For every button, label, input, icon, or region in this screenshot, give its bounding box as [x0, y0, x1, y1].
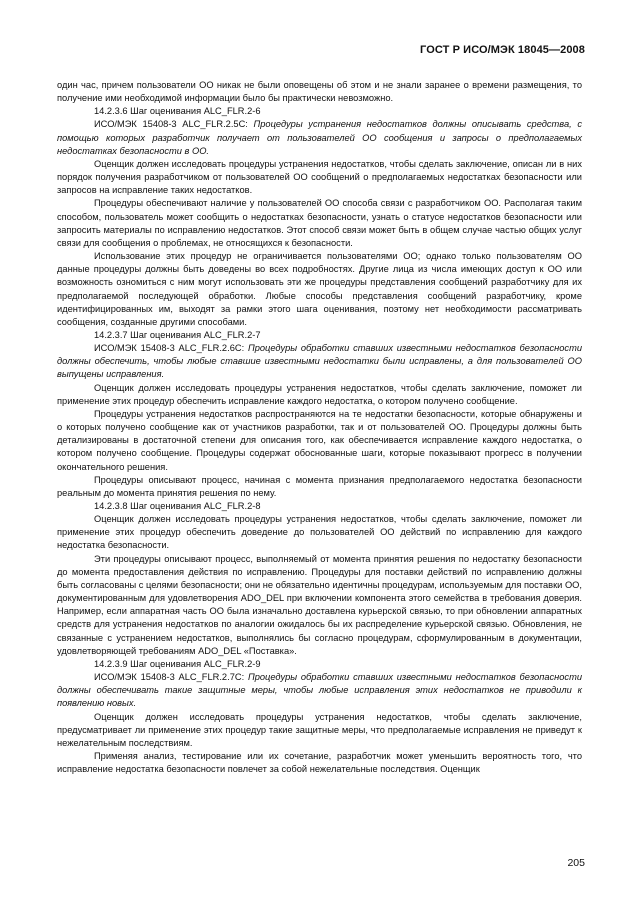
section-heading: 14.2.3.6 Шаг оценивания ALC_FLR.2-6	[94, 106, 261, 117]
standard-quote	[57, 671, 582, 710]
quote-text: Процедуры обработки ставших известными недостатков безопасности должны обеспечить, чтобы любые ставшие известными недостатки были исправлены, а для пользователей ОО выпущены исправления.	[57, 343, 582, 380]
paragraph: Оценщик должен исследовать процедуры устранения недостатков, чтобы сделать заключение, описан ли в них порядок получения разработчиком от пользователей ОО сообщений о предполагаемых недостатках безопасности или запросов на исправление таких недостатков.	[57, 158, 582, 196]
paragraph: Процедуры обеспечивают наличие у пользователей ОО способа связи с разработчиком ОО. Располагая таким способом, пользователь может сообщить о недостатках безопасности, узнать о статусе недостатков безопасности или запросить материалы по исправлению недостатков. Этот способ связи может быть в общем случае частью общих услуг связи для сообщения о проблемах, не относящихся к безопасности.	[57, 198, 582, 248]
section-heading: 14.2.3.9 Шаг оценивания ALC_FLR.2-9	[94, 658, 261, 669]
page-body	[57, 79, 582, 776]
paragraph: Оценщик должен исследовать процедуры устранения недостатков, чтобы сделать заключение, поможет ли применение этих процедур обеспечить исправление каждого недостатка, о котором получено сообщение.	[57, 382, 582, 406]
quote-reference: ИСО/МЭК 15408-3 ALC_FLR.2.7C:	[94, 672, 248, 683]
quote-reference: ИСО/МЭК 15408-3 ALC_FLR.2.6C:	[94, 343, 248, 354]
paragraph: Оценщик должен исследовать процедуры устранения недостатков, чтобы сделать заключение, поможет ли применение этих процедур обеспечить доведение до пользователей ОО действий по исправлению для каждого недостатка безопасности.	[57, 514, 582, 551]
quote-text: Процедуры обработки ставших известными недостатков безопасности должны обеспечивать такие защитные меры, чтобы любые исправления этих недостатков не приводили к появлению новых.	[57, 672, 582, 709]
standard-quote	[57, 342, 582, 381]
paragraph: Процедуры устранения недостатков распространяются на те недостатки безопасности, которые обнаружены и о которых получено сообщение как от участников разработки, так и от пользователей ОО. Процедуры должны быть детализированы в достаточной степени для описания того, как обеспечивается исправление каждого недостатка, о котором получено сообщение. Процедуры содержат обоснованные шаги, которые показывают прогресс в получении окончательного решения.	[57, 408, 582, 472]
section-heading: 14.2.3.8 Шаг оценивания ALC_FLR.2-8	[94, 501, 261, 511]
section-heading: 14.2.3.7 Шаг оценивания ALC_FLR.2-7	[94, 329, 261, 340]
paragraph: Использование этих процедур не ограничивается пользователями ОО; однако только пользователям ОО данные процедуры должны быть доведены во всех подробностях. Другие лица из числа имеющих доступ к ОО или возможность озномиться с ним могут использовать эти же процедуры представления сообщений разработчику для их предполагаемой последующей обработки. Любые способы представления сообщений разработчику, кроме идентифицированных им, выходят за рамки этого шага оценивания, поэтому нет необходимости рассматривать сообщения, созданные другими способами.	[57, 251, 582, 327]
paragraph: Процедуры описывают процесс, начиная с момента признания предполагаемого недостатка безопасности реальным до момента принятия решения по нему.	[57, 474, 582, 498]
page-number: 205	[567, 857, 585, 869]
paragraph: один час, причем пользователи ОО никак не были оповещены об этом и не знали заранее о времени размещения, то получение ими необходимой информации было бы практически невозможно.	[57, 80, 582, 104]
quote-reference: ИСО/МЭК 15408-3 ALC_FLR.2.5C:	[94, 119, 254, 130]
standard-header: ГОСТ Р ИСО/МЭК 18045—2008	[420, 44, 585, 56]
quote-text: Процедуры устранения недостатков должны описывать средства, с помощью которых разработчик получает от пользователей ОО сообщения и запросы о предполагаемых недостатках безопасности в ОО.	[57, 119, 582, 156]
paragraph: Оценщик должен исследовать процедуры устранения недостатков, чтобы сделать заключение, предусматривает ли применение этих процедур такие защитные меры, что предполагаемые исправления не приведут к нежелательным последствиям.	[57, 711, 582, 748]
standard-quote	[57, 118, 582, 157]
paragraph: Эти процедуры описывают процесс, выполняемый от момента принятия решения по недостатку безопасности до момента предоставления действия по исправлению. Процедуры для поставки действий по исправлению должны быть согласованы с целями безопасности; они не обязательно идентичны процедурам, используемым для поставки ОО, документированным для удовлетворения ADO_DEL при включении компонента этого семейства в требования доверия. Например, если аппаратная часть ОО была изначально доставлена курьерской связью, то при обновлении аппаратных средств для устранения недостатков по аналогии ожидалось бы их распределение курьерской связью. Обновления, не связанные с устранением недостатков, выполнялись бы согласно процедурам, сформулированным в документации, удовлетворяющей требованиям ADO_DEL «Поставка».	[57, 553, 582, 656]
paragraph: Применяя анализ, тестирование или их сочетание, разработчик может уменьшить вероятность того, что исправление недостатка безопасности повлечет за собой нежелательные последствия. Оценщик	[57, 750, 582, 775]
